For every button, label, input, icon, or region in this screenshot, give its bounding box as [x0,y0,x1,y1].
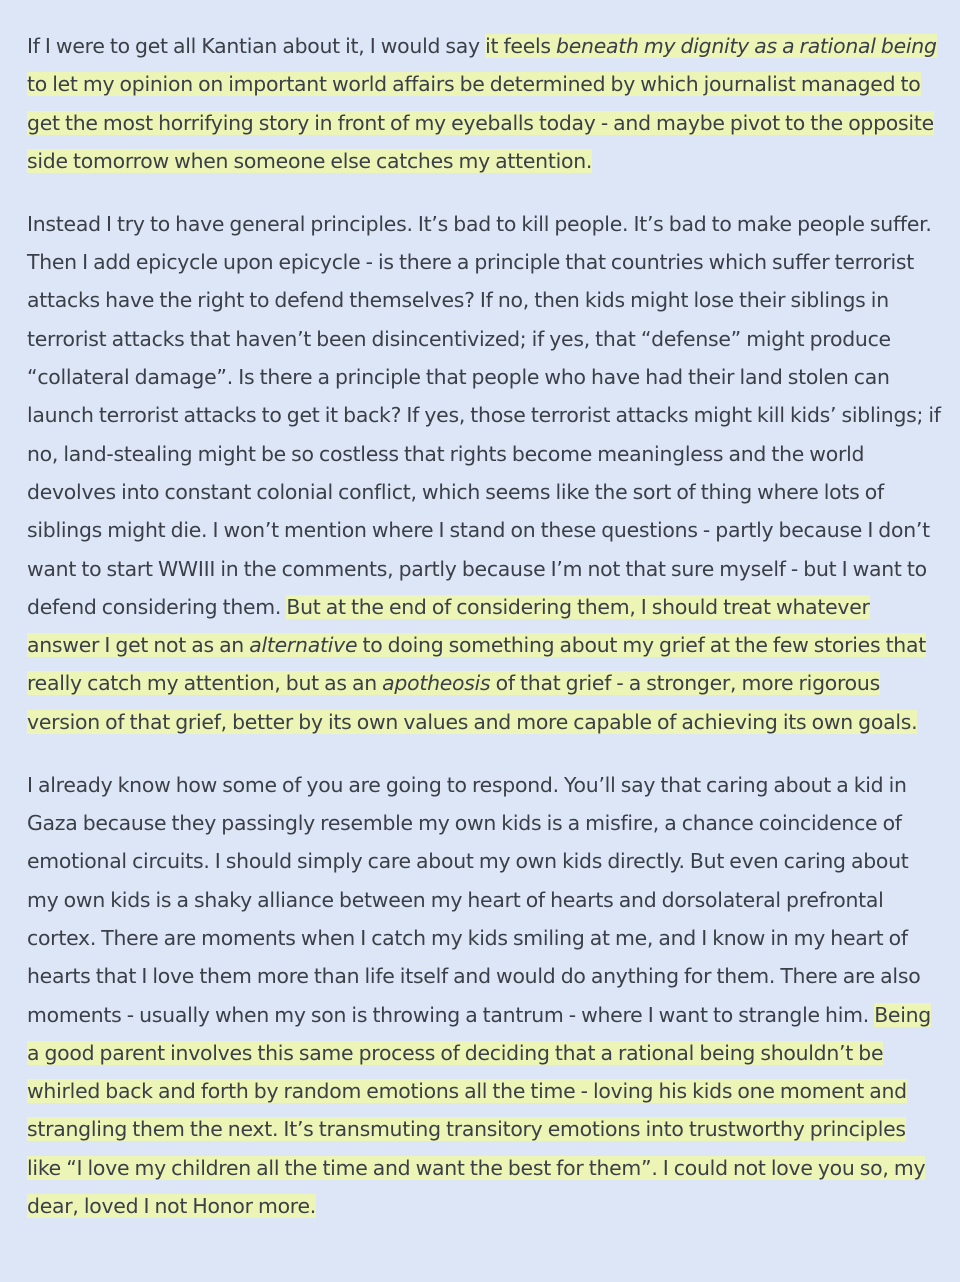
text-segment: If I were to get all Kantian about it, I would say [27,34,486,58]
highlighted-text: But at the end of considering them, I should treat whatever answer I get not as an [27,594,870,658]
paragraph [27,205,942,741]
highlighted-text: it feels [485,34,557,58]
text-segment: Instead I try to have general principles. It’s bad to kill people. It’s bad to make people suffer. Then I add epicycle upon epicycle - is there a principle that countries which suffer terrorist attacks have the right to defend themselves? If no, then kids might lose their siblings in terrorist attacks that haven’t been disincentivized; if yes, that “defense” might produce “collateral damage”. Is there a principle that people who have had their land stolen can launch terrorist attacks to get it back? If yes, those terrorist attacks might kill kids’ siblings; if no, land-stealing might be so costless that rights become meaningless and the world devolves into constant colonial conflict, which seems like the sort of thing where lots of siblings might die. I won’t mention where I stand on these questions - partly because I don’t want to start WWIII in the comments, partly because I’m not that sure myself - but I want to defend considering them. [27,211,941,619]
highlighted-italic-text: apotheosis [382,671,491,696]
paragraph [27,27,942,180]
highlighted-text: Being a good parent involves this same process of deciding that a rational being shouldn’t be whirled back and forth by random emotions all the time - loving his kids one moment and strangling them the next. It’s transmuting transitory emotions into trustworthy principles like “I love my children all the time and want the best for them”. I could not love you so, my dear, loved I not Honor more. [27,1002,932,1218]
highlighted-italic-text: alternative [249,633,358,658]
paragraph [27,766,942,1226]
text-segment: I already know how some of you are going to respond. You’ll say that caring about a kid in Gaza because they passingly resemble my own kids is a misfire, a chance coincidence of emotional circuits. I should simply care about my own kids directly. But even caring about my own kids is a shaky alliance between my heart of hearts and dorsolateral prefrontal cortex. There are moments when I catch my kids smiling at me, and I know in my heart of hearts that I love them more than life itself and would do anything for them. There are also moments - usually when my son is throwing a tantrum - where I want to strangle him. [27,772,921,1027]
highlighted-italic-text: beneath my dignity as a rational being [556,34,937,58]
highlighted-text: to doing something about my grief at the few stories that really catch my attention, but as an [27,633,926,696]
highlighted-text: to let my opinion on important world affairs be determined by which journalist managed to get the most horrifying story in front of my eyeballs today - and maybe pivot to the opposite side tomorrow when someone else catches my attention. [27,72,934,173]
highlighted-text: of that grief - a stronger, more rigorous version of that grief, better by its own values and more capable of achieving its own goals. [27,671,918,734]
